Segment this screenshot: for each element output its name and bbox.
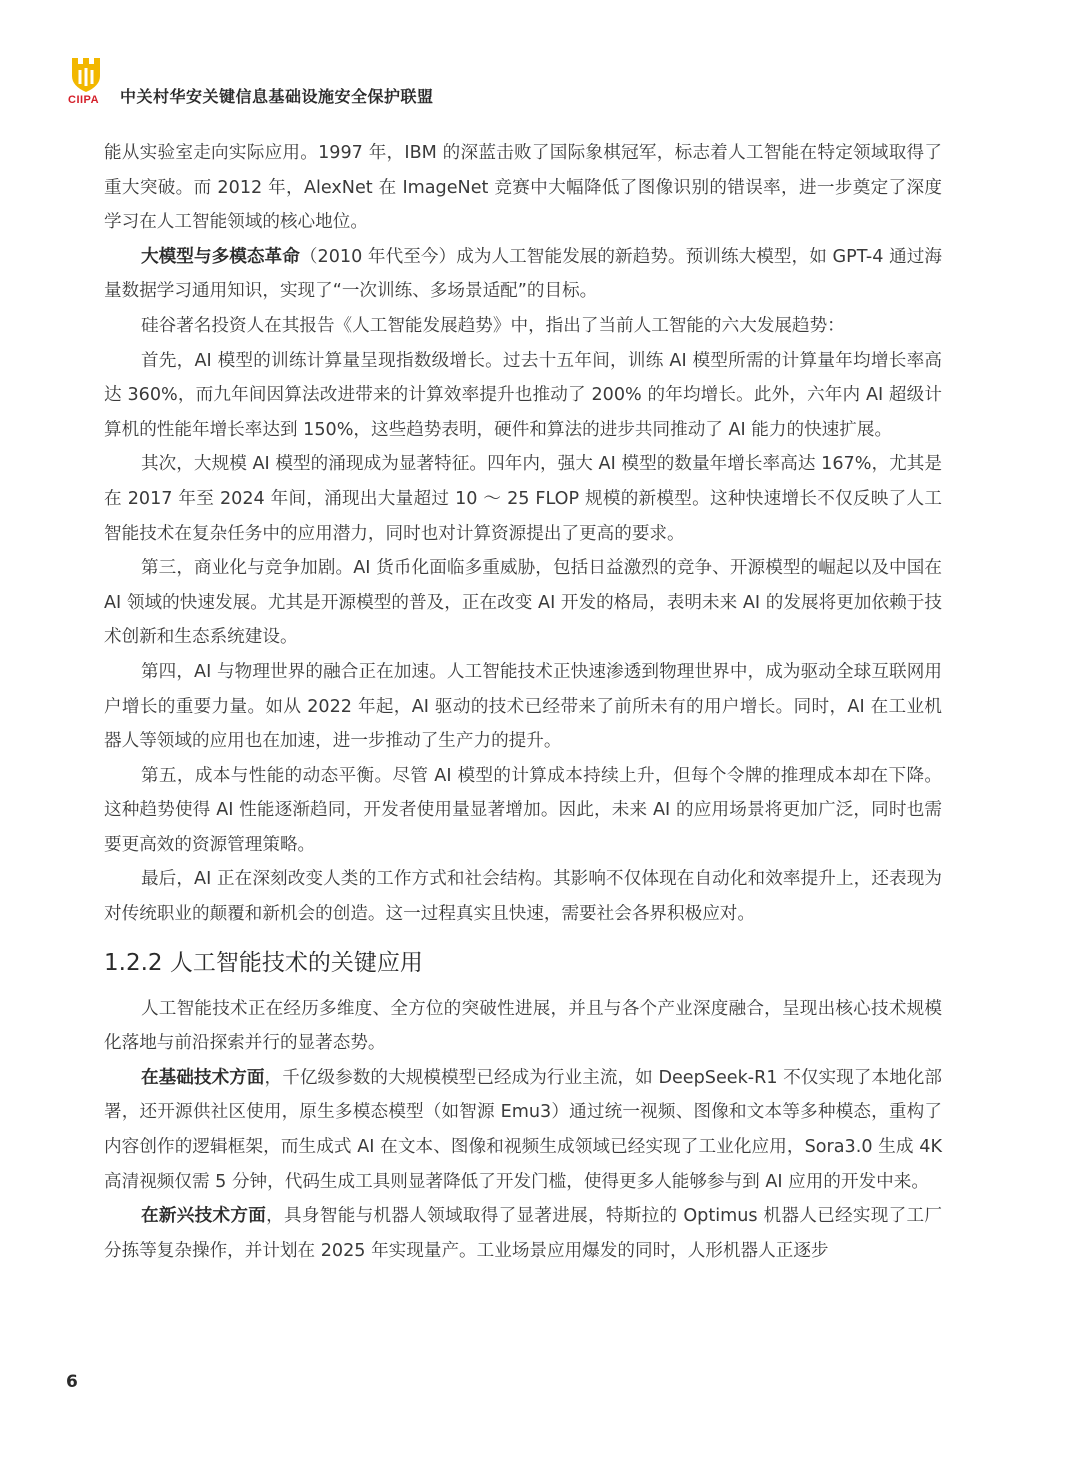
paragraph-12 [104,1199,942,1268]
logo-text: CIIPA [68,94,100,106]
paragraph-4: 首先，AI 模型的训练计算量呈现指数级增长。过去十五年间，训练 AI 模型所需的计算量年均增长率高达 360%，而九年间因算法改进带来的计算效率提升也推动了 200% 的年均增长。此外，六年内 AI 超级计算机的性能年增长率达到 150%，这些趋势表明，硬件和算法的进步共同推动了 AI 能力的快速扩展。 [104,350,942,440]
paragraph-9: 最后，AI 正在深刻改变人类的工作方式和社会结构。其影响不仅体现在自动化和效率提升上，还表现为对传统职业的颠覆和新机会的创造。这一过程真实且快速，需要社会各界积极应对。 [104,869,942,925]
paragraph-12-lead: 在新兴技术方面 [141,1206,267,1227]
paragraph-8: 第五，成本与性能的动态平衡。尽管 AI 模型的计算成本持续上升，但每个令牌的推理成本却在下降。这种趋势使得 AI 性能逐渐趋同，开发者使用量显著增加。因此，未来 AI 的应用场景将更加广泛，同时也需要更高效的资源管理策略。 [104,765,942,855]
paragraph-2 [104,240,942,309]
paragraph-6: 第三，商业化与竞争加剧。AI 货币化面临多重威胁，包括日益激烈的竞争、开源模型的崛起以及中国在 AI 领域的快速发展。尤其是开源模型的普及，正在改变 AI 开发的格局，表明未来 AI 的发展将更加依赖于技术创新和生态系统建设。 [104,558,942,648]
page-number: 6 [66,1372,78,1392]
paragraph-2-lead: 大模型与多模态革命 [141,246,300,267]
paragraph-3: 硅谷著名投资人在其报告《人工智能发展趋势》中，指出了当前人工智能的六大发展趋势： [141,315,845,336]
paragraph-2-text: （2010 年代至今）成为人工智能发展的新趋势。预训练大模型，如 GPT-4 通过海量数据学习通用知识，实现了“一次训练、多场景适配”的目标。 [104,246,942,302]
ciipa-logo [66,54,106,108]
page-header [66,54,966,108]
paragraph-12-text: ，具身智能与机器人领域取得了显著进展，特斯拉的 Optimus 机器人已经实现了工厂分拣等复杂操作，并计划在 2025 年实现量产。工业场景应用爆发的同时，人形机器人正逐步 [104,1206,942,1261]
paragraph-11 [104,1061,942,1199]
section-heading: 1.2.2 人工智能技术的关键应用 [104,949,423,976]
paragraph-1: 能从实验室走向实际应用。1997 年，IBM 的深蓝击败了国际象棋冠军，标志着人工智能在特定领域取得了重大突破。而 2012 年，AlexNet 在 ImageNet 竞赛中大幅降低了图像识别的错误率，进一步奠定了深度学习在人工智能领域的核心地位。 [104,143,942,233]
document-body [104,136,942,1268]
shield-logo-icon [66,54,106,94]
paragraph-7: 第四，AI 与物理世界的融合正在加速。人工智能技术正快速渗透到物理世界中，成为驱动全球互联网用户增长的重要力量。如从 2022 年起，AI 驱动的技术已经带来了前所未有的用户增长。同时，AI 在工业机器人等领域的应用也在加速，进一步推动了生产力的提升。 [104,661,942,752]
paragraph-10: 人工智能技术正在经历多维度、全方位的突破性进展，并且与各个产业深度融合，呈现出核心技术规模化落地与前沿探索并行的显著态势。 [104,998,942,1054]
paragraph-11-lead: 在基础技术方面 [141,1067,265,1088]
paragraph-5: 其次，大规模 AI 模型的涌现成为显著特征。四年内，强大 AI 模型的数量年增长率高达 167%，尤其是在 2017 年至 2024 年间，涌现出大量超过 10 ～ 25 FLOP 规模的新模型。这种快速增长不仅反映了人工智能技术在复杂任务中的应用潜力，同时也对计算资源提出了更高的要求。 [104,454,942,544]
organization-name: 中关村华安关键信息基础设施安全保护联盟 [120,87,434,106]
paragraph-11-text: ，千亿级参数的大规模模型已经成为行业主流，如 DeepSeek-R1 不仅实现了本地化部署，还开源供社区使用，原生多模态模型（如智源 Emu3）通过统一视频、图像和文本等多种模态，重构了内容创作的逻辑框架，而生成式 AI 在文本、图像和视频生成领域已经实现了工业化应用，Sora3.0 生成 4K 高清视频仅需 5 分钟，代码生成工具则显著降低了开发门槛，使得更多人能够参与到 AI 应用的开发中来。 [104,1067,942,1192]
